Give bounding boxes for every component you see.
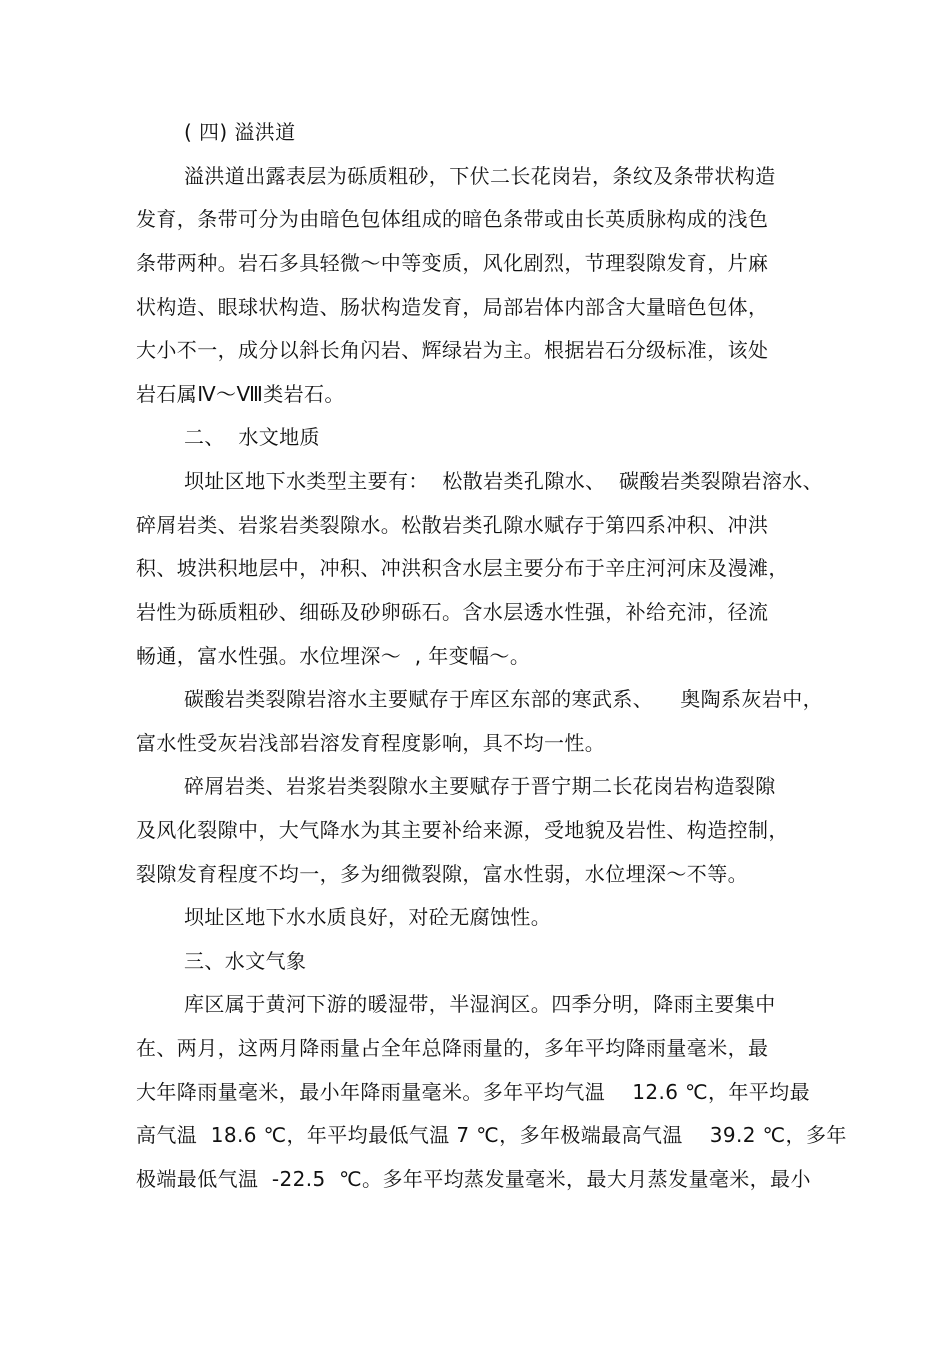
paragraph-line: 碎屑岩类、岩浆岩类裂隙水。松散岩类孔隙水赋存于第四系冲积、冲洪 — [136, 513, 769, 537]
paragraph-line: 发育，条带可分为由暗色包体组成的暗色条带或由长英质脉构成的浅色 — [136, 207, 769, 231]
paragraph-line: 高气温 18.6 ℃，年平均最低气温 7 ℃，多年极端最高气温 39.2 ℃，多年 — [136, 1123, 847, 1147]
paragraph-line: 及风化裂隙中，大气降水为其主要补给来源，受地貌及岩性、构造控制， — [136, 818, 789, 842]
paragraph-line: 条带两种。岩石多具轻微～中等变质，风化剧烈，节理裂隙发育，片麻 — [136, 251, 769, 275]
paragraph-line: 大年降雨量毫米，最小年降雨量毫米。多年平均气温 12.6 ℃，年平均最 — [136, 1080, 810, 1104]
paragraph-line: 库区属于黄河下游的暖湿带，半湿润区。四季分明，降雨主要集中 — [184, 992, 776, 1016]
paragraph-line: 状构造、眼球状构造、肠状构造发育，局部岩体内部含大量暗色包体， — [136, 295, 769, 319]
paragraph-line: 积、坡洪积地层中，冲积、冲洪积含水层主要分布于辛庄河河床及漫滩， — [136, 556, 789, 580]
paragraph-line: 碳酸岩类裂隙岩溶水主要赋存于库区东部的寒武系、 奥陶系灰岩中， — [184, 687, 824, 711]
paragraph-line: 碎屑岩类、岩浆岩类裂隙水主要赋存于晋宁期二长花岗岩构造裂隙 — [184, 774, 776, 798]
paragraph-line: 岩石属Ⅳ～Ⅷ类岩石。 — [136, 382, 345, 406]
paragraph-line: 畅通，富水性强。水位埋深～ , 年变幅～。 — [136, 644, 531, 668]
section-heading-hydrogeology: 二、 水文地质 — [184, 425, 320, 449]
paragraph-line: 大小不一，成分以斜长角闪岩、辉绿岩为主。根据岩石分级标准，该处 — [136, 338, 769, 362]
paragraph-line: 裂隙发育程度不均一，多为细微裂隙，富水性弱，水位埋深～不等。 — [136, 862, 748, 886]
paragraph-line: 岩性为砾质粗砂、细砾及砂卵砾石。含水层透水性强，补给充沛，径流 — [136, 600, 769, 624]
paragraph-line: 富水性受灰岩浅部岩溶发育程度影响，具不均一性。 — [136, 731, 606, 755]
paragraph-line: 极端最低气温 -22.5 ℃。多年平均蒸发量毫米，最大月蒸发量毫米，最小 — [136, 1167, 811, 1191]
paragraph-line: 坝址区地下水水质良好，对砼无腐蚀性。 — [184, 905, 552, 929]
paragraph-line: 溢洪道出露表层为砾质粗砂，下伏二长花岗岩，条纹及条带状构造 — [184, 164, 776, 188]
paragraph-line: 坝址区地下水类型主要有： 松散岩类孔隙水、 碳酸岩类裂隙岩溶水、 — [184, 469, 824, 493]
section-heading-spillway: ( 四) 溢洪道 — [184, 120, 296, 144]
section-heading-hydrometeorology: 三、水文气象 — [184, 949, 307, 973]
paragraph-line: 在、两月，这两月降雨量占全年总降雨量的，多年平均降雨量毫米，最 — [136, 1036, 769, 1060]
